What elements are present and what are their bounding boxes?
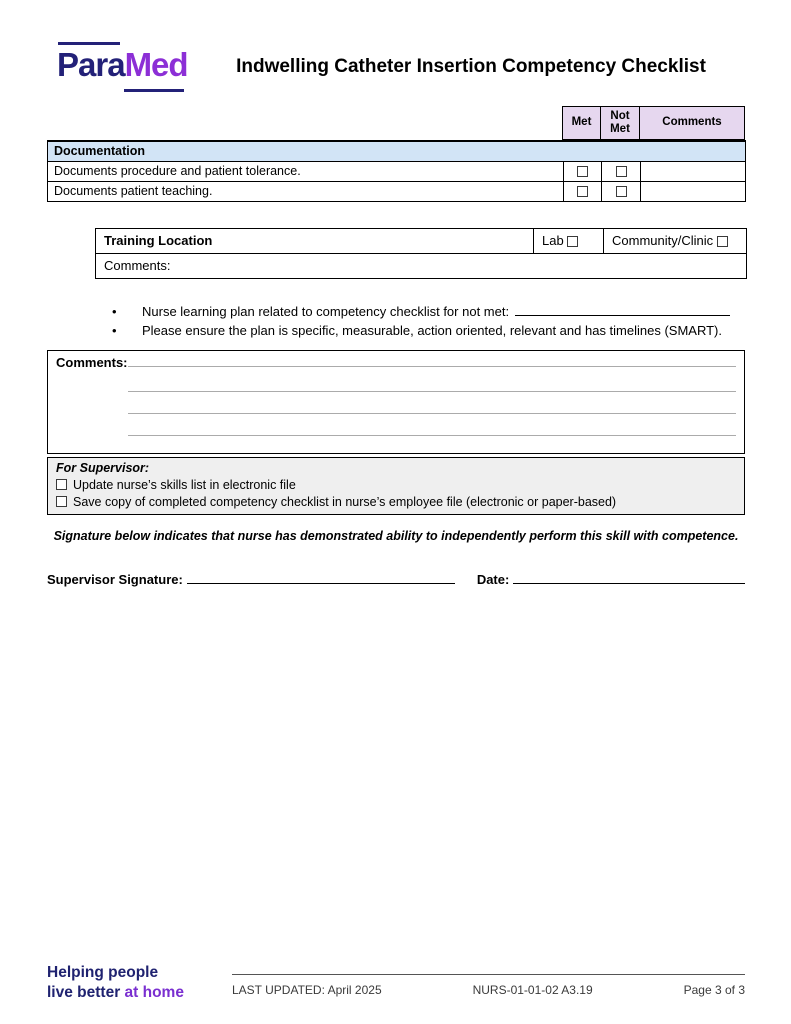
checklist-item-label: Documents procedure and patient tolerance. (48, 161, 564, 181)
brand-tagline (47, 963, 232, 1002)
community-clinic-option-label: Community/Clinic (612, 233, 714, 248)
list-item (56, 495, 736, 509)
supervisor-signature-label: Supervisor Signature: (47, 571, 183, 587)
tagline-line1: Helping people (47, 964, 159, 982)
met-column-header: Met (563, 107, 601, 140)
comments-box[interactable] (47, 350, 745, 454)
date-line[interactable] (513, 571, 745, 584)
comments-write-line[interactable] (128, 355, 736, 367)
logo-text (57, 46, 188, 84)
not-met-cell (602, 181, 641, 201)
comments-box-label: Comments: (56, 354, 128, 370)
comments-write-line[interactable] (128, 413, 736, 414)
not-met-checkbox[interactable] (616, 186, 627, 197)
tagline-line2 (47, 983, 232, 1002)
table-row (48, 161, 746, 181)
community-clinic-checkbox[interactable] (717, 236, 728, 247)
comments-write-line[interactable] (128, 435, 736, 436)
met-cell (564, 161, 602, 181)
last-updated-text: LAST UPDATED: April 2025 (232, 983, 382, 998)
learning-plan-label: Nurse learning plan related to competency checklist for not met: (142, 303, 510, 319)
paramed-logo (47, 38, 187, 96)
supervisor-box-title: For Supervisor: (56, 460, 150, 475)
learning-plan-input-line[interactable] (515, 303, 730, 316)
update-skills-checkbox[interactable] (56, 479, 67, 490)
signature-row (47, 571, 745, 587)
met-checkbox[interactable] (577, 166, 588, 177)
training-location-label: Training Location (96, 228, 534, 253)
bullet-icon: • (112, 322, 117, 338)
not-met-column-header: Not Met (601, 107, 640, 140)
logo-top-rule (58, 42, 120, 45)
logo-bottom-rule (124, 89, 184, 92)
footer-meta (232, 974, 745, 997)
met-checkbox[interactable] (577, 186, 588, 197)
training-comments-label: Comments: (104, 258, 171, 273)
list-item (112, 303, 730, 319)
not-met-cell (602, 161, 641, 181)
logo-part-para: Para (57, 46, 125, 83)
supervisor-signature-line[interactable] (187, 571, 455, 584)
training-option-lab (534, 228, 604, 253)
table-row (48, 181, 746, 201)
page-header (47, 38, 745, 96)
list-item (56, 478, 736, 492)
comment-cell[interactable] (641, 161, 746, 181)
bullet-icon: • (112, 303, 117, 319)
document-number: NURS-01-01-02 A3.19 (472, 983, 593, 998)
comments-column-header: Comments (640, 107, 745, 140)
grading-header (47, 106, 745, 140)
save-copy-checkbox[interactable] (56, 496, 67, 507)
comment-cell[interactable] (641, 181, 746, 201)
logo-part-med: Med (124, 46, 188, 83)
smart-note-label: Please ensure the plan is specific, measurable, action oriented, relevant and has timelines (SMART). (142, 322, 722, 338)
lab-option-label: Lab (542, 233, 564, 248)
section-header-row (48, 141, 746, 161)
update-skills-label: Update nurse’s skills list in electronic file (73, 477, 296, 492)
instructions-list (112, 303, 730, 338)
documentation-checklist-table (47, 140, 746, 202)
checklist-item-label: Documents patient teaching. (48, 181, 564, 201)
comments-write-line[interactable] (128, 391, 736, 392)
list-item (112, 323, 730, 338)
training-comments-field[interactable] (96, 253, 747, 278)
training-location-section (95, 228, 745, 279)
tagline-line2-purple: at home (124, 983, 184, 1001)
page-footer (47, 963, 745, 1002)
met-cell (564, 181, 602, 201)
page-title: Indwelling Catheter Insertion Competency Checklist (236, 56, 706, 77)
date-label: Date: (476, 571, 510, 587)
lab-checkbox[interactable] (567, 236, 578, 247)
signature-statement: Signature below indicates that nurse has demonstrated ability to independently perform this skill with competence. (53, 528, 739, 543)
page-number: Page 3 of 3 (683, 983, 745, 998)
training-option-community-clinic (604, 228, 747, 253)
save-copy-label: Save copy of completed competency checklist in nurse’s employee file (electronic or paper-based) (73, 494, 617, 509)
tagline-line2-navy: live better (47, 983, 125, 1001)
section-header-label: Documentation (48, 141, 746, 161)
supervisor-box (47, 457, 745, 515)
not-met-checkbox[interactable] (616, 166, 627, 177)
